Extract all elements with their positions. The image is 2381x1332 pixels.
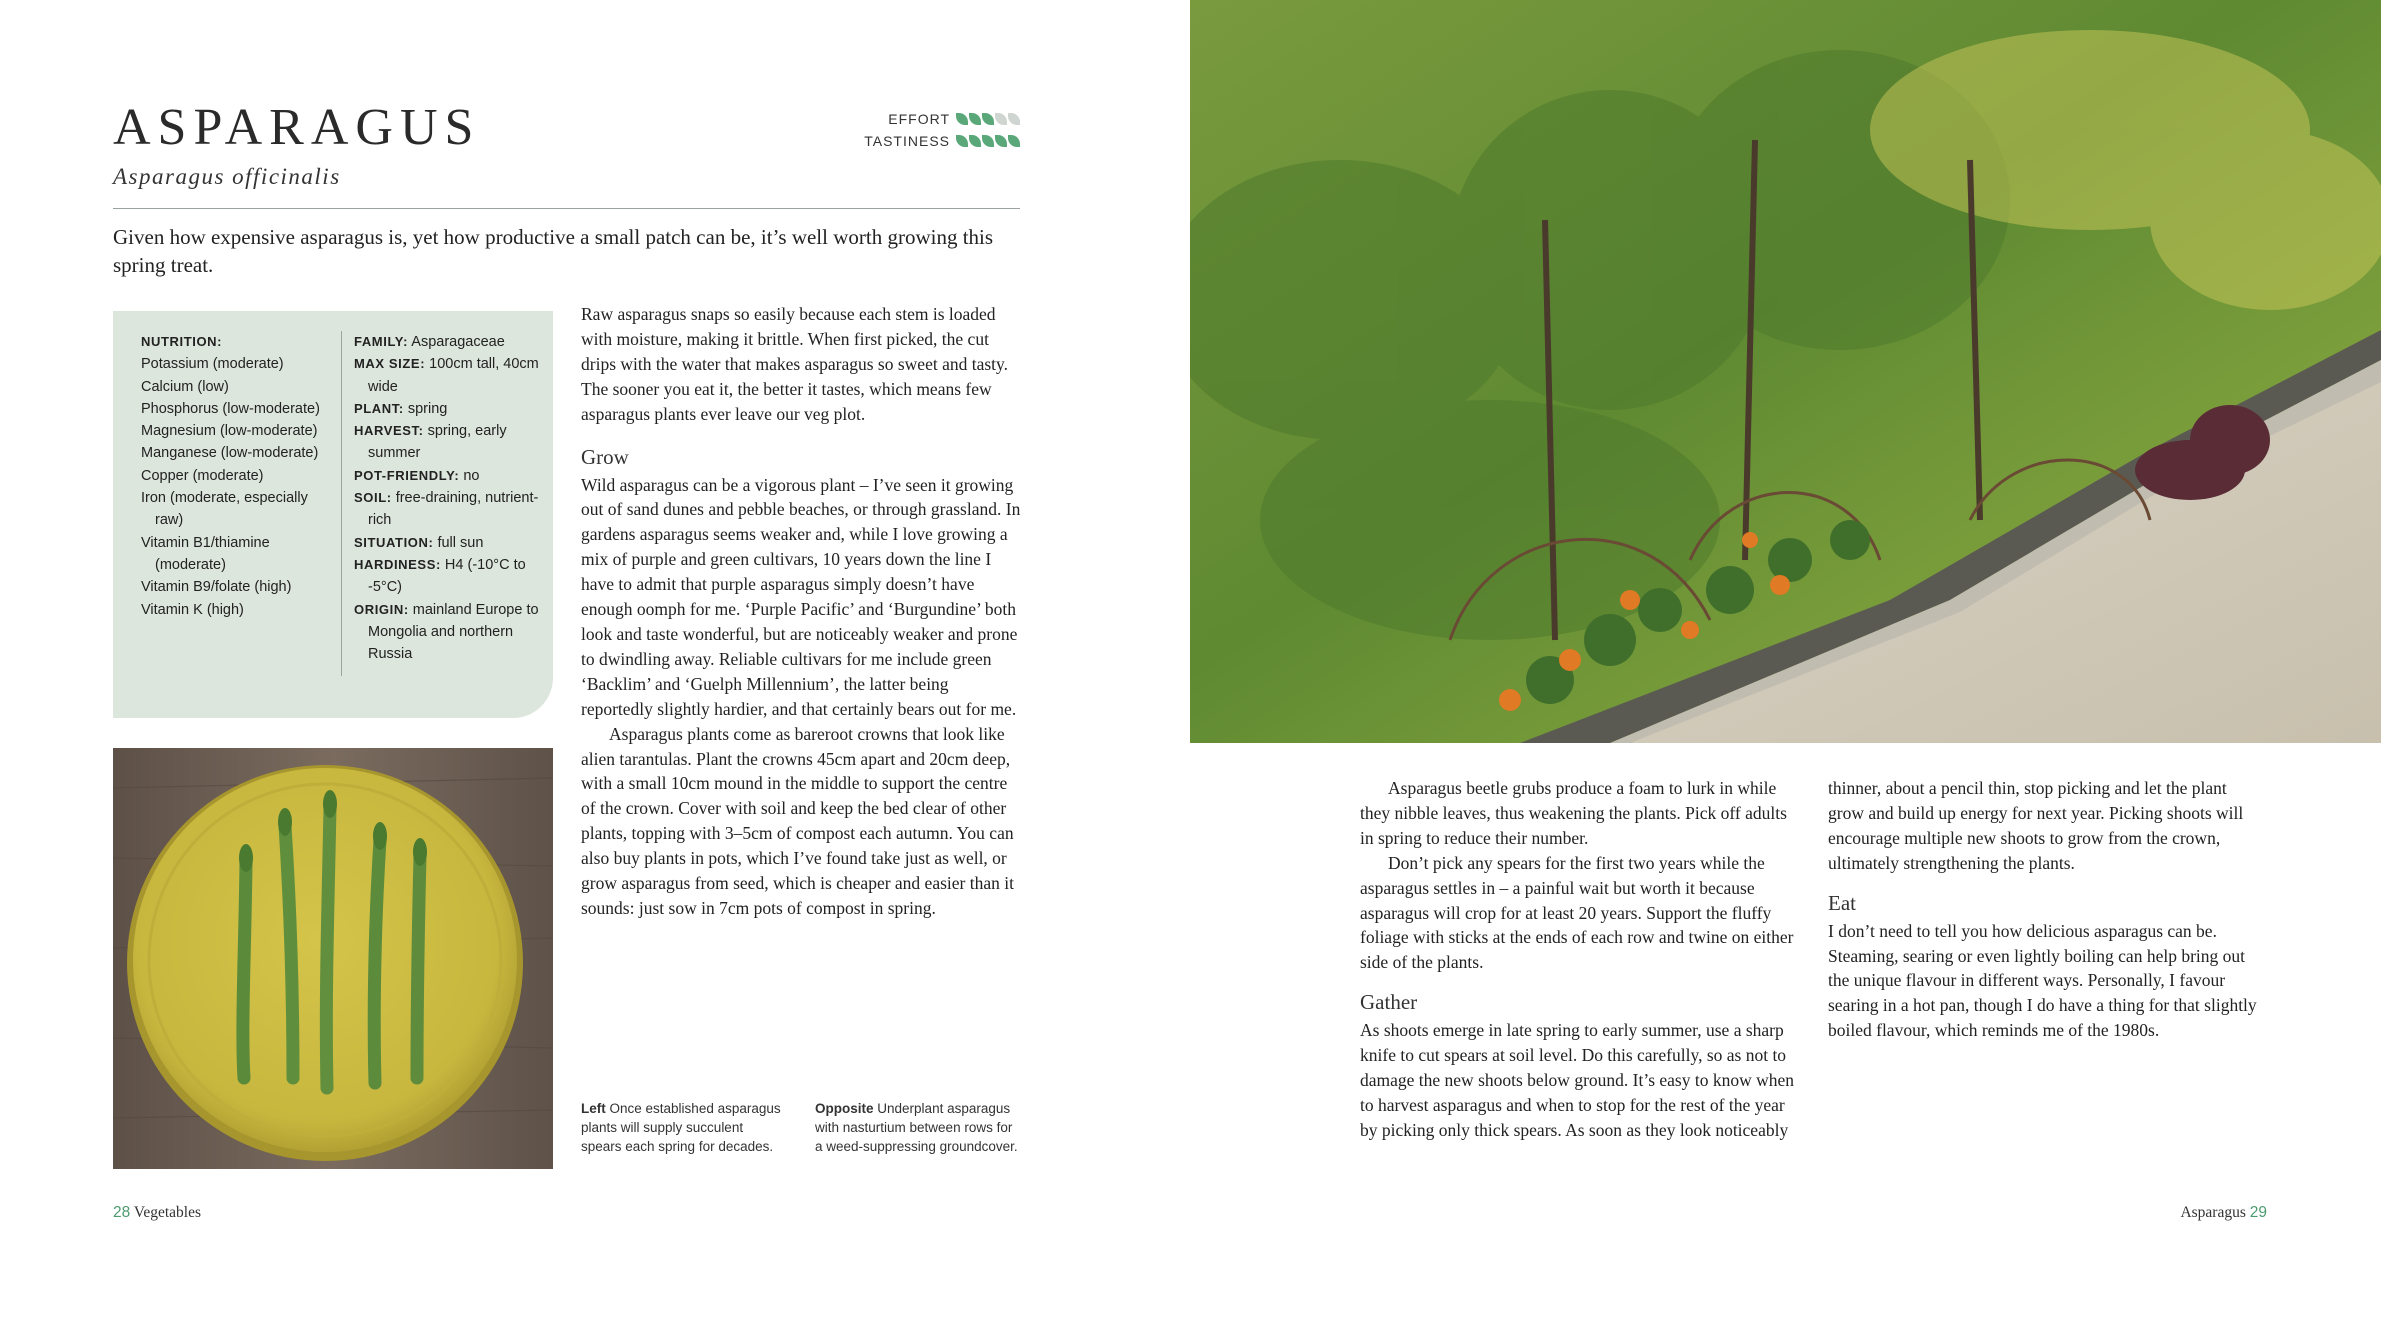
- tastiness-leaf-icons: [956, 135, 1020, 147]
- body-column-2: [1360, 776, 1797, 1143]
- fact-value: spring: [403, 400, 448, 417]
- body-paragraph: Wild asparagus can be a vigorous plant – I’ve seen it growing out of sand dunes and pebble beaches, or through grassland. In gardens asparagus seems weaker and, while I love growing a mix of purple and green cultivars, 10 years down the line I have to admit that purple asparagus simply doesn’t have enough oomph for me. ‘Purple Pacific’ and ‘Burgundine’ both look and taste wonderful, but are noticeably weaker and prone to dwindling away. Reliable cultivars for me include green ‘Backlim’ and ‘Guelph Millennium’, the latter being reportedly slightly hardier, and that certainly bears out for me.: [581, 474, 1021, 719]
- fact-label: ORIGIN:: [354, 601, 409, 617]
- body-paragraph: Raw asparagus snaps so easily because each stem is loaded with moisture, making it brittle. When first picked, the cut drips with the water that makes asparagus so sweet and tasty. The sooner you eat it, the better it tastes, which means few asparagus plants ever leave our veg plot.: [581, 304, 1009, 424]
- body-paragraph: thinner, about a pencil thin, stop picking and let the plant grow and build up energy for next year. Picking shoots will encourage multiple new shoots to grow from the crown, ultimately strengthening the plants.: [1828, 778, 2244, 873]
- page-number-left: 28: [113, 1204, 131, 1221]
- body-paragraph: Asparagus beetle grubs produce a foam to lurk in while they nibble leaves, thus weakening the plants. Pick off adults in spring to reduce their number.: [1360, 778, 1787, 848]
- caption-left: [581, 1099, 786, 1156]
- leaf-icon: [982, 113, 994, 125]
- nutrition-item: Iron (moderate, especially raw): [141, 490, 308, 529]
- fact-item: [354, 420, 554, 465]
- fact-value: Asparagaceae: [408, 334, 505, 350]
- asparagus-plate-illustration: [113, 748, 553, 1169]
- fact-label: SITUATION:: [354, 534, 434, 550]
- fact-value: no: [459, 467, 480, 484]
- page-title: ASPARAGUS: [113, 99, 481, 156]
- leaf-icon: [995, 135, 1007, 147]
- leaf-icon: [982, 135, 994, 147]
- fact-item: [354, 487, 554, 532]
- fact-value: H4 (-10°C to -5°C): [368, 556, 526, 596]
- tastiness-rating: [820, 130, 1020, 152]
- body-paragraph: I don’t need to tell you how delicious asparagus can be. Steaming, searing or even lightly boiling can help bring out the unique flavour in different ways. Personally, I favour searing in a hot pan, though I do have a thing for that slightly boiled flavour, which reminds me of the 1980s.: [1828, 920, 2257, 1041]
- leaf-icon: [969, 113, 981, 125]
- fact-item: [354, 599, 554, 666]
- fact-label: FAMILY:: [354, 334, 409, 349]
- caption-opposite-label: Opposite: [815, 1101, 874, 1116]
- body-paragraph: Asparagus plants come as bareroot crowns that look like alien tarantulas. Plant the crowns 45cm apart and 20cm deep, with a small 10cm mound in the middle to support the centre of the crown. Cover with soil and keep the bed clear of other plants, topping with 3–5cm of compost each autumn. You can also buy plants in pots, which I’ve found take just as well, or grow asparagus from seed, which is cheaper and easier than it sounds: just sow in 7cm pots of compost in spring.: [581, 723, 1014, 918]
- fact-item: [354, 554, 554, 599]
- section-name-left: Vegetables: [133, 1204, 201, 1221]
- tastiness-label: TASTINESS: [864, 133, 950, 149]
- title-divider: [113, 208, 1020, 209]
- leaf-icon: [956, 113, 968, 125]
- fact-value: full sun: [433, 534, 484, 551]
- fact-item: [354, 331, 554, 353]
- nutrition-item: Vitamin B9/folate (high): [141, 579, 292, 596]
- fact-value: mainland Europe to Mongolia and northern Russia: [368, 601, 539, 663]
- folio-left: [113, 1204, 201, 1222]
- nutrition-item: Potassium (moderate): [141, 356, 284, 373]
- leaf-icon: [969, 135, 981, 147]
- body-column-1: [581, 302, 1021, 921]
- fact-value: free-draining, nutrient-rich: [368, 490, 539, 529]
- body-paragraph: Don’t pick any spears for the first two years while the asparagus settles in – a painful wait but worth it because asparagus will crop for at least 20 years. Support the fluffy foliage with sticks at the ends of each row and twine on either side of the plants.: [1360, 852, 1794, 973]
- caption-opposite: [815, 1099, 1020, 1156]
- fact-label: SOIL:: [354, 490, 392, 506]
- fact-label: MAX SIZE:: [354, 356, 426, 372]
- nutrition-item: Vitamin B1/thiamine (moderate): [141, 534, 270, 573]
- leaf-icon: [956, 135, 968, 147]
- fact-label: HARVEST:: [354, 423, 424, 439]
- asparagus-bed-illustration: [1190, 0, 2381, 743]
- body-column-3: [1828, 776, 2265, 1043]
- caption-left-label: Left: [581, 1101, 606, 1116]
- fact-panel: [113, 311, 553, 718]
- fact-item: [354, 532, 554, 554]
- fact-value: 100cm tall, 40cm wide: [368, 356, 539, 395]
- fact-item: [354, 398, 554, 420]
- intro-text: Given how expensive asparagus is, yet how productive a small patch can be, it’s well worth growing this spring treat.: [113, 225, 994, 277]
- facts-column: [341, 331, 554, 676]
- effort-label: EFFORT: [888, 111, 950, 127]
- caption-opposite-text: Underplant asparagus with nasturtium between rows for a weed-suppressing groundcover.: [815, 1101, 1018, 1154]
- leaf-icon: [1008, 113, 1020, 125]
- fact-label: HARDINESS:: [354, 556, 441, 572]
- nutrition-item: Calcium (low): [141, 378, 229, 395]
- fact-item: [354, 465, 554, 487]
- nutrition-item: Manganese (low-moderate): [141, 445, 319, 462]
- section-name-right: Asparagus: [2180, 1204, 2246, 1221]
- caption-left-text: Once established asparagus plants will supply succulent spears each spring for decades.: [581, 1101, 781, 1154]
- fact-label: PLANT:: [354, 400, 404, 416]
- nutrition-item: Copper (moderate): [141, 467, 264, 484]
- effort-leaf-icons: [956, 113, 1020, 125]
- asparagus-plate-photo: [113, 748, 553, 1169]
- ratings: [820, 108, 1020, 152]
- nutrition-label: NUTRITION:: [141, 334, 223, 349]
- fact-item: [354, 353, 554, 398]
- eat-heading: Eat: [1828, 890, 1856, 915]
- nutrition-item: Magnesium (low-moderate): [141, 423, 318, 440]
- nutrition-item: Vitamin K (high): [141, 601, 244, 618]
- nutrition-column: [141, 331, 326, 621]
- nutrition-list: [141, 353, 326, 621]
- effort-rating: [820, 108, 1020, 130]
- nutrition-item: Phosphorus (low-moderate): [141, 400, 320, 417]
- latin-name: Asparagus officinalis: [113, 164, 341, 189]
- leaf-icon: [1008, 135, 1020, 147]
- folio-right: [2160, 1204, 2267, 1222]
- page-number-right: 29: [2249, 1204, 2267, 1221]
- garden-bed-photo: [1190, 0, 2381, 743]
- fact-label: POT-FRIENDLY:: [354, 467, 460, 483]
- leaf-icon: [995, 113, 1007, 125]
- grow-heading: Grow: [581, 444, 629, 469]
- body-paragraph: As shoots emerge in late spring to early summer, use a sharp knife to cut spears at soil level. Do this carefully, so as not to damage the new shoots below ground. It’s easy to know when to harvest asparagus and when to stop for the rest of the year by picking only thick spears. As soon as they look noticeably: [1360, 1020, 1795, 1140]
- fact-value: spring, early summer: [368, 423, 507, 462]
- gather-heading: Gather: [1360, 990, 1418, 1015]
